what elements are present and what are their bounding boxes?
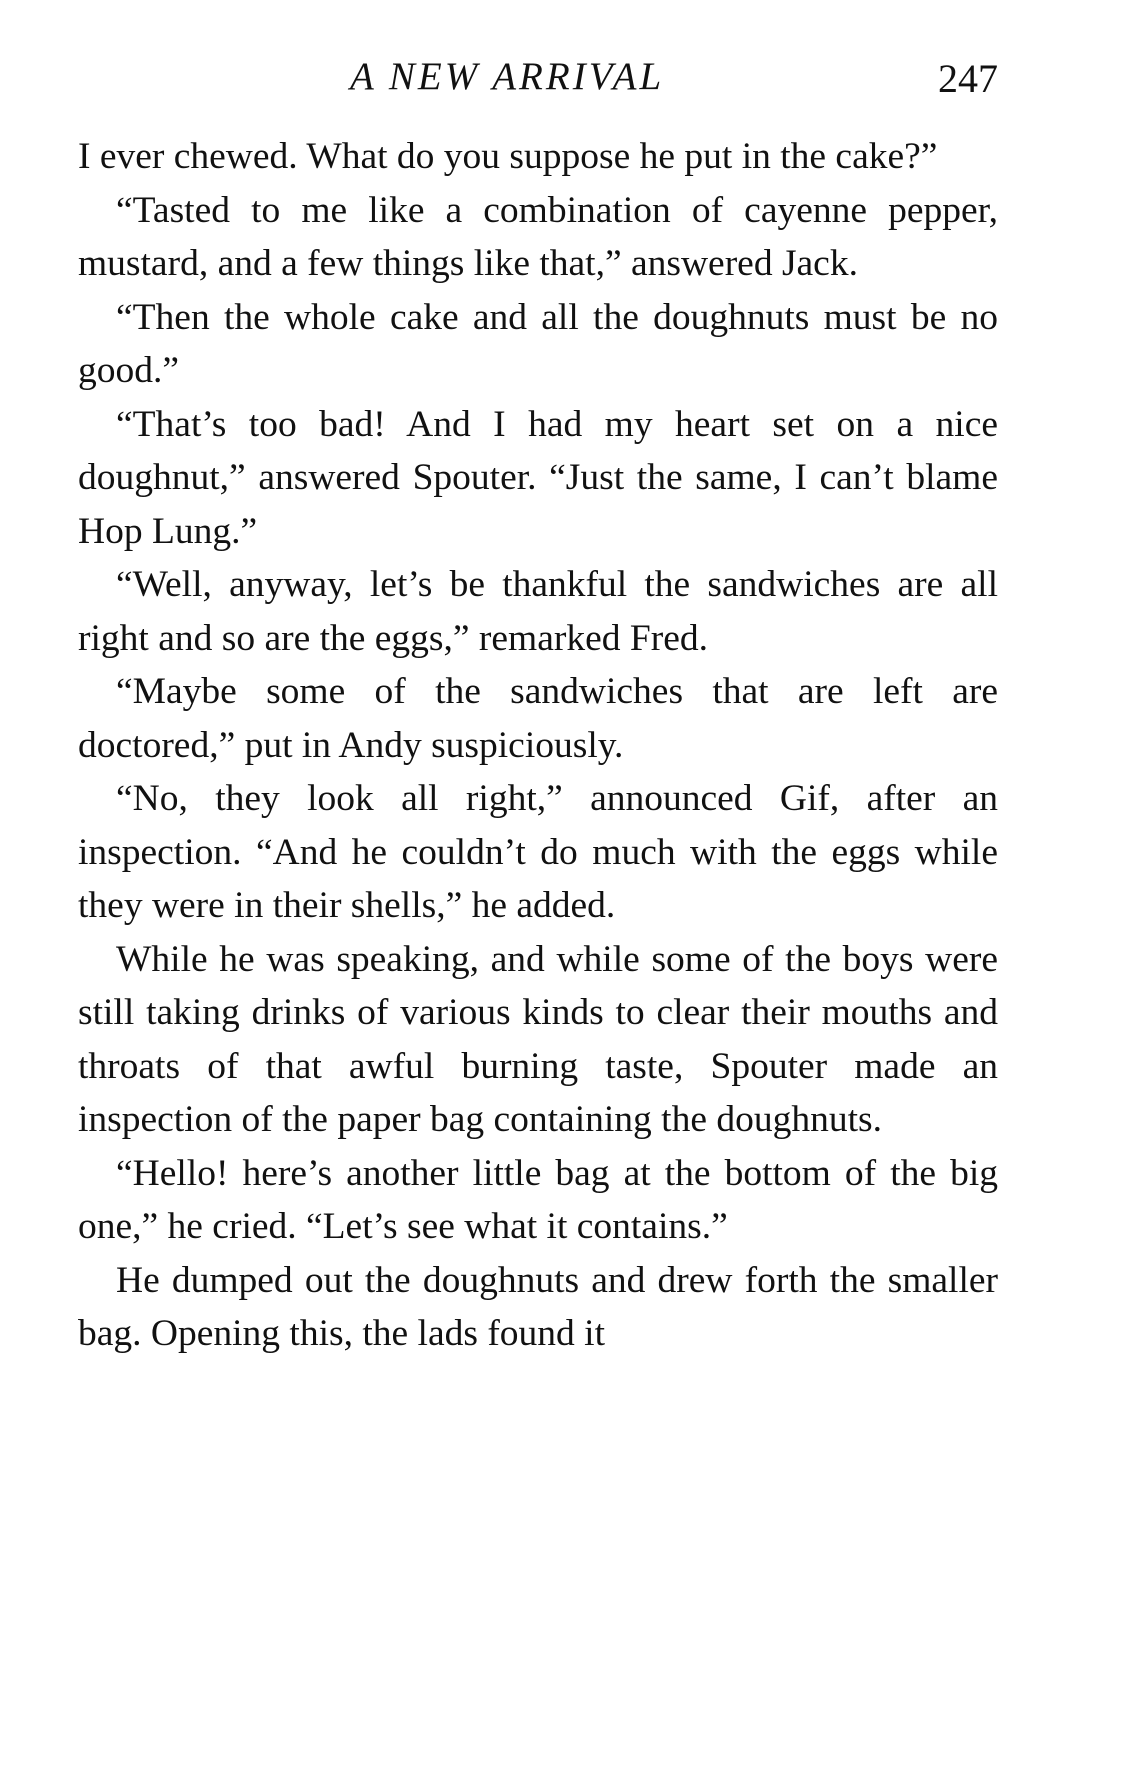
paragraph: “Then the whole cake and all the doughnuts must be no good.” <box>78 296 998 391</box>
paragraph: While he was speaking, and while some of the boys were still taking drinks of various kinds to clear their mouths and throats of that awful burning taste, Spouter made an inspection of the paper bag containing the doughnuts. <box>78 938 998 1140</box>
running-header <box>0 52 1144 102</box>
paragraph: “No, they look all right,” announced Gif, after an inspection. “And he couldn’t do much with the eggs while they were in their shells,” he added. <box>78 778 998 926</box>
paragraph: I ever chewed. What do you suppose he put in the cake?” <box>78 136 938 177</box>
paragraph: He dumped out the doughnuts and drew forth the smaller bag. Opening this, the lads found it <box>78 1259 998 1354</box>
paragraph: “That’s too bad! And I had my heart set on a nice doughnut,” answered Spouter. “Just the same, I can’t blame Hop Lung.” <box>78 403 998 552</box>
chapter-title: A NEW ARRIVAL <box>350 55 665 98</box>
paragraph: “Well, anyway, let’s be thankful the sandwiches are all right and so are the eggs,” remarked Fred. <box>78 564 998 659</box>
page-number: 247 <box>938 56 998 101</box>
body-text <box>78 130 998 1361</box>
paragraph: “Maybe some of the sandwiches that are left are doctored,” put in Andy suspiciously. <box>78 671 998 766</box>
paragraph: “Tasted to me like a combination of cayenne pepper, mustard, and a few things like that,” answered Jack. <box>78 189 998 284</box>
paragraph: “Hello! here’s another little bag at the bottom of the big one,” he cried. “Let’s see what it contains.” <box>78 1152 998 1247</box>
